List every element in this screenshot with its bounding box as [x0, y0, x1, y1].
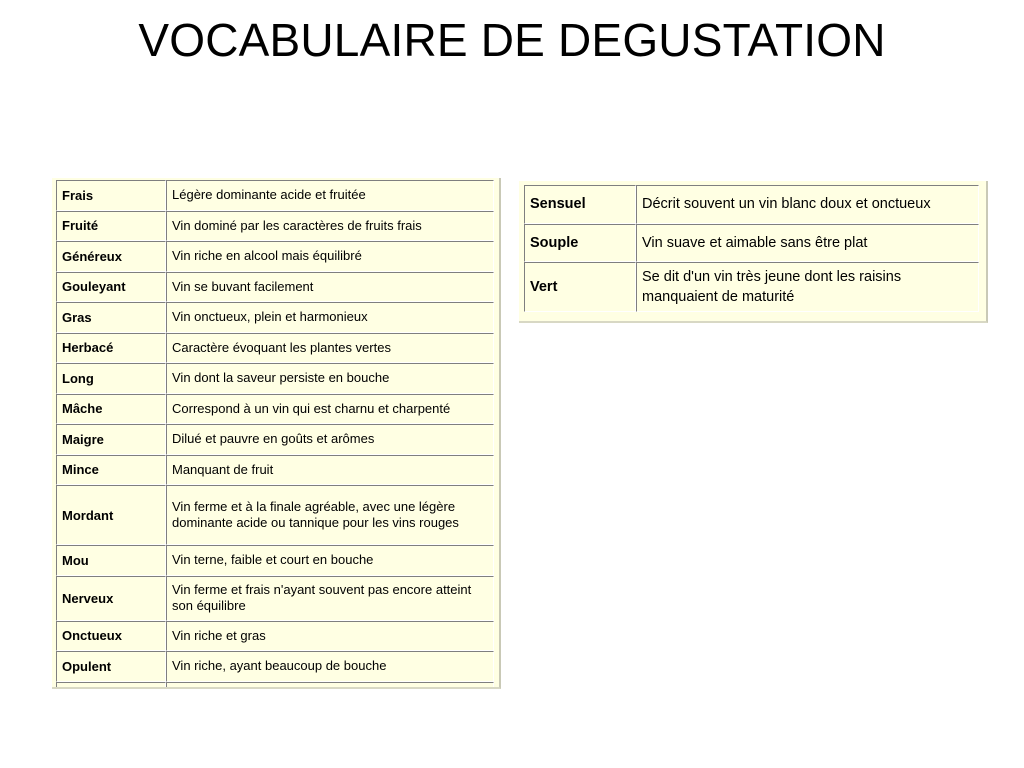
table-row	[56, 180, 494, 211]
definition-cell: Vin riche et gras	[166, 621, 494, 652]
table-row	[56, 272, 494, 303]
definition-cell: Vin ferme et frais n'ayant souvent pas encore atteint son équilibre	[166, 576, 494, 621]
definition-cell: Vin suave et aimable sans être plat	[636, 224, 979, 263]
term-cell: Nerveux	[56, 576, 166, 621]
table-row	[524, 262, 979, 312]
definition-cell: Vin dominé par les caractères de fruits frais	[166, 211, 494, 242]
table-row	[56, 363, 494, 394]
term-cell: Gouleyant	[56, 272, 166, 303]
term-cell: Vert	[524, 262, 636, 312]
table-row	[56, 485, 494, 545]
term-cell: Mordant	[56, 485, 166, 545]
definition-cell: Vin riche, ayant beaucoup de bouche	[166, 651, 494, 682]
table-row	[56, 333, 494, 364]
definition-cell: Manquant de fruit	[166, 455, 494, 486]
term-cell	[56, 682, 166, 690]
definition-cell: Vin dont la saveur persiste en bouche	[166, 363, 494, 394]
table-row	[56, 424, 494, 455]
definition-cell: Vin onctueux, plein et harmonieux	[166, 302, 494, 333]
term-cell: Mâche	[56, 394, 166, 425]
term-cell: Mince	[56, 455, 166, 486]
term-cell: Maigre	[56, 424, 166, 455]
table-row	[56, 302, 494, 333]
definition-cell: Dilué et pauvre en goûts et arômes	[166, 424, 494, 455]
term-cell: Fruité	[56, 211, 166, 242]
table-row	[56, 545, 494, 576]
table-row	[56, 211, 494, 242]
table-row-cutoff	[56, 682, 494, 690]
term-cell: Gras	[56, 302, 166, 333]
definition-cell: Vin riche en alcool mais équilibré	[166, 241, 494, 272]
term-cell: Sensuel	[524, 185, 636, 224]
definition-cell: Vin ferme et à la finale agréable, avec une légère dominante acide ou tannique pour les vins rouges	[166, 485, 494, 545]
table-row	[56, 394, 494, 425]
definition-cell: Caractère évoquant les plantes vertes	[166, 333, 494, 364]
definition-cell: Légère dominante acide et fruitée	[166, 180, 494, 211]
table-row	[56, 621, 494, 652]
term-cell: Frais	[56, 180, 166, 211]
table-row	[524, 224, 979, 263]
table-row	[524, 185, 979, 224]
definition-cell: Vin se buvant facilement	[166, 272, 494, 303]
term-cell: Souple	[524, 224, 636, 263]
definition-cell: Correspond à un vin qui est charnu et charpenté	[166, 394, 494, 425]
definition-cell: Se dit d'un vin très jeune dont les raisins manquaient de maturité	[636, 262, 979, 312]
slide-title: VOCABULAIRE DE DEGUSTATION	[138, 14, 886, 66]
term-cell: Onctueux	[56, 621, 166, 652]
term-cell: Généreux	[56, 241, 166, 272]
term-cell: Opulent	[56, 651, 166, 682]
table-row	[56, 651, 494, 682]
table-row	[56, 241, 494, 272]
definition-cell	[166, 682, 494, 690]
definition-cell: Vin terne, faible et court en bouche	[166, 545, 494, 576]
vocabulary-table-left	[52, 178, 501, 689]
vocabulary-table-right	[519, 181, 988, 323]
term-cell: Long	[56, 363, 166, 394]
definition-cell: Décrit souvent un vin blanc doux et onctueux	[636, 185, 979, 224]
term-cell: Herbacé	[56, 333, 166, 364]
table-row	[56, 576, 494, 621]
table-row	[56, 455, 494, 486]
term-cell: Mou	[56, 545, 166, 576]
